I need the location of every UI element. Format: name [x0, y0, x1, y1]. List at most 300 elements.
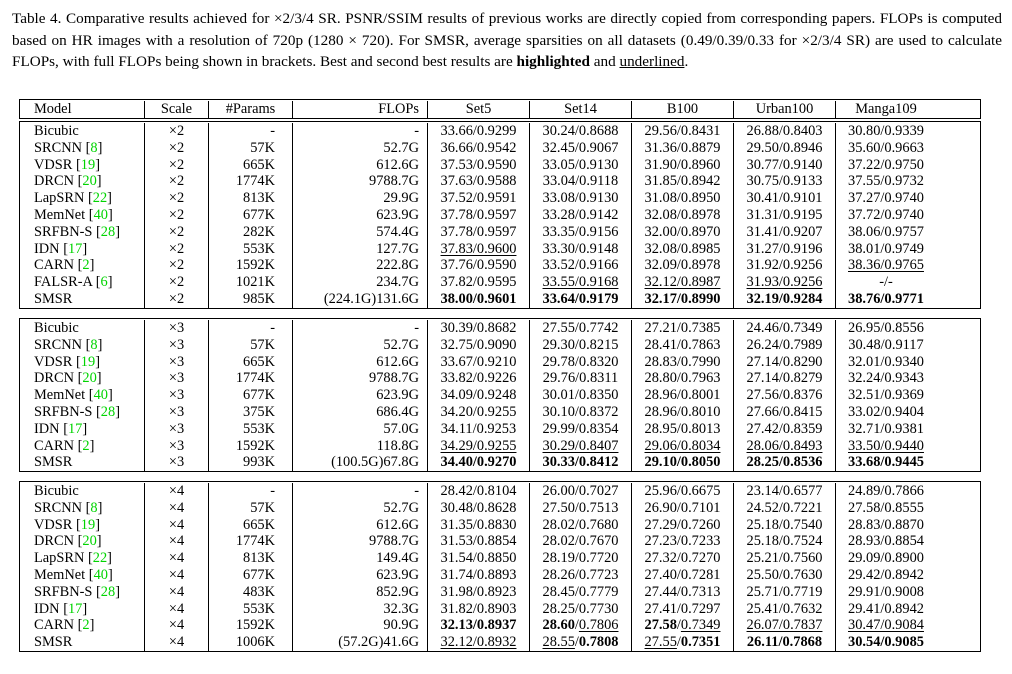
cell-manga109 [835, 140, 936, 157]
cell-model [20, 140, 144, 157]
citation-link[interactable]: 17 [67, 420, 83, 437]
citation-bracket-open: [ [95, 274, 101, 291]
cell-b100 [631, 500, 733, 517]
metric-value: 25.50/0.7630 [746, 566, 823, 583]
metric-value: 31.36/0.8879 [644, 139, 721, 156]
metric-value: 28.25/0.7730 [542, 600, 619, 617]
table-row [20, 438, 980, 455]
citation-bracket-open: [ [85, 139, 91, 156]
cell-model [20, 483, 144, 500]
cell-scale: ×2 [144, 207, 208, 224]
metric-value: 25.18/0.7524 [746, 533, 823, 550]
citation-link[interactable]: 2 [82, 437, 90, 454]
cell-b100 [631, 274, 733, 291]
cell-set5 [427, 421, 529, 438]
metric-value: 30.24/0.8688 [542, 123, 619, 139]
model-name: DRCN [34, 173, 78, 190]
table-row [20, 173, 980, 190]
cell-b100 [631, 567, 733, 584]
header-set14: Set14 [529, 101, 631, 118]
cell-set5 [427, 550, 529, 567]
cell-flops: 623.9G [292, 207, 427, 224]
metric-value: 27.66/0.8415 [746, 403, 823, 420]
cell-params: 282K [208, 224, 292, 241]
citation-bracket-open: [ [63, 240, 68, 257]
cell-scale: ×2 [144, 140, 208, 157]
metric-value: 34.29/0.9255 [440, 437, 517, 454]
cell-b100 [631, 421, 733, 438]
cell-flops: - [292, 123, 427, 140]
table-row [20, 207, 980, 224]
metric-value: 29.50/0.8946 [746, 139, 823, 156]
table-row [20, 337, 980, 354]
citation-link[interactable]: 19 [80, 516, 96, 533]
metric-value: 30.47/0.9084 [848, 617, 924, 634]
metric-value: 28.83/0.8870 [848, 516, 924, 533]
ssim-value: 0.7351 [680, 634, 721, 651]
model-name: VDSR [34, 516, 76, 533]
citation-bracket-close: ] [115, 403, 120, 420]
cell-b100 [631, 370, 733, 387]
cell-manga109 [835, 404, 936, 421]
cell-set5 [427, 291, 529, 308]
cell-set14 [529, 274, 631, 291]
metric-value: 33.05/0.9130 [542, 156, 619, 173]
cell-scale: ×4 [144, 584, 208, 601]
citation-link[interactable]: 8 [90, 139, 98, 156]
cell-set14 [529, 517, 631, 534]
metric-value: 32.00/0.8970 [644, 223, 721, 240]
cell-scale: ×3 [144, 438, 208, 455]
cell-set5 [427, 483, 529, 500]
cell-flops: 57.0G [292, 421, 427, 438]
metric-value: 34.20/0.9255 [440, 403, 517, 420]
cell-flops: 9788.7G [292, 533, 427, 550]
table-row [20, 320, 980, 337]
table-row [20, 274, 980, 291]
header-model: Model [34, 101, 72, 117]
citation-link[interactable]: 19 [80, 353, 96, 370]
cell-manga109 [835, 207, 936, 224]
metric-value: 28.95/0.8013 [644, 420, 721, 437]
metric-value: 29.10/0.8050 [644, 454, 721, 471]
citation-link[interactable]: 28 [100, 223, 116, 240]
metric-value: 27.55/0.7742 [542, 320, 619, 336]
model-name: DRCN [34, 533, 78, 550]
psnr-value: 28.55 [542, 634, 575, 651]
cell-set14 [529, 370, 631, 387]
citation-bracket-open: [ [63, 600, 68, 617]
cell-manga109 [835, 438, 936, 455]
metric-value: 25.71/0.7719 [746, 583, 823, 600]
cell-b100 [631, 601, 733, 618]
citation-link[interactable]: 40 [93, 387, 108, 404]
citation-link[interactable]: 2 [82, 617, 90, 634]
cell-set14 [529, 123, 631, 140]
cell-set5 [427, 123, 529, 140]
table-caption [12, 8, 1002, 73]
model-name: FALSR-A [34, 274, 96, 291]
citation-bracket-close: ] [107, 387, 113, 404]
citation-link[interactable]: 17 [67, 240, 83, 257]
citation-link[interactable]: 28 [100, 403, 116, 420]
metric-value: 29.09/0.8900 [848, 550, 924, 567]
metric-value: 37.53/0.9590 [440, 156, 517, 173]
cell-set14 [529, 617, 631, 634]
metric-value: 33.52/0.9166 [542, 257, 619, 274]
model-name: SRCNN [34, 336, 86, 353]
metric-value: 32.08/0.8978 [644, 206, 721, 223]
metric-value: 37.83/0.9600 [440, 240, 517, 257]
cell-params: 993K [208, 454, 292, 471]
metric-value: 31.85/0.8942 [644, 173, 721, 190]
cell-set14 [529, 404, 631, 421]
cell-manga109 [835, 370, 936, 387]
metric-value: 28.83/0.7990 [644, 353, 721, 370]
citation-bracket-close: ] [107, 550, 112, 567]
metric-value: 30.77/0.9140 [746, 156, 823, 173]
cell-set5 [427, 601, 529, 618]
metric-value: 32.71/0.9381 [848, 420, 924, 437]
citation-link[interactable]: 20 [82, 533, 97, 550]
metric-value: 27.41/0.7297 [644, 600, 721, 617]
cell-scale: ×2 [144, 241, 208, 258]
metric-value: 31.54/0.8850 [440, 550, 517, 567]
metric-value: 30.48/0.8628 [440, 499, 517, 516]
header-set5: Set5 [427, 101, 529, 118]
cell-manga109 [835, 257, 936, 274]
citation-bracket-close: ] [96, 173, 102, 190]
citation-bracket-close: ] [97, 336, 103, 353]
metric-value: 30.10/0.8372 [542, 403, 619, 420]
cell-b100 [631, 224, 733, 241]
citation-bracket-close: ] [97, 139, 103, 156]
cell-flops: 222.8G [292, 257, 427, 274]
cell-set5 [427, 370, 529, 387]
metric-value: 37.78/0.9597 [440, 206, 517, 223]
metric-value: 32.01/0.9340 [848, 353, 924, 370]
table-row [20, 584, 980, 601]
citation-link[interactable]: 8 [90, 336, 98, 353]
citation-link[interactable]: 20 [82, 370, 97, 387]
cell-b100 [631, 241, 733, 258]
citation-link[interactable]: 28 [100, 583, 116, 600]
cell-b100 [631, 320, 733, 337]
metric-value: 32.08/0.8985 [644, 240, 721, 257]
metric-value: 29.41/0.8942 [848, 600, 924, 617]
citation-bracket-open: [ [88, 387, 94, 404]
cell-flops: - [292, 320, 427, 337]
cell-urban100 [733, 454, 835, 471]
cell-scale: ×2 [144, 123, 208, 140]
metric-value: 38.00/0.9601 [440, 290, 517, 307]
cell-scale: ×4 [144, 500, 208, 517]
metric-value: 28.96/0.8010 [644, 403, 721, 420]
cell-urban100 [733, 550, 835, 567]
cell-set14 [529, 533, 631, 550]
citation-bracket-open: [ [76, 353, 81, 370]
cell-b100 [631, 291, 733, 308]
citation-link[interactable]: 6 [100, 274, 108, 291]
metric-value: 25.21/0.7560 [746, 550, 823, 567]
cell-params: 57K [208, 500, 292, 517]
cell-set14 [529, 140, 631, 157]
citation-link[interactable]: 2 [82, 257, 90, 274]
cell-urban100 [733, 483, 835, 500]
cell-scale: ×3 [144, 404, 208, 421]
cell-scale: ×3 [144, 421, 208, 438]
citation-link[interactable]: 19 [80, 156, 96, 173]
cell-urban100 [733, 387, 835, 404]
cell-set14 [529, 438, 631, 455]
metric-value: 31.82/0.8903 [440, 600, 517, 617]
cell-set14 [529, 337, 631, 354]
cell-params: 1006K [208, 634, 292, 651]
metric-value: 29.56/0.8431 [644, 123, 721, 139]
cell-model [20, 387, 144, 404]
metric-value: 33.02/0.9404 [848, 403, 924, 420]
metric-value: 25.18/0.7540 [746, 516, 823, 533]
cell-urban100 [733, 241, 835, 258]
metric-value: 32.51/0.9369 [848, 387, 924, 404]
cell-params: 677K [208, 567, 292, 584]
cell-urban100 [733, 140, 835, 157]
cell-scale: ×4 [144, 601, 208, 618]
metric-value: 32.45/0.9067 [542, 139, 619, 156]
citation-link[interactable]: 8 [90, 499, 98, 516]
cell-urban100 [733, 533, 835, 550]
cell-manga109 [835, 291, 936, 308]
table-row [20, 517, 980, 534]
citation-link[interactable]: 40 [93, 566, 108, 583]
cell-urban100 [733, 224, 835, 241]
metric-value: 26.11/0.7868 [746, 634, 823, 651]
cell-manga109 [835, 274, 936, 291]
citation-link[interactable]: 22 [92, 550, 108, 567]
cell-set14 [529, 157, 631, 174]
citation-link[interactable]: 17 [67, 600, 83, 617]
cell-b100 [631, 140, 733, 157]
metric-value: 23.14/0.6577 [746, 483, 823, 499]
metric-value: 26.95/0.8556 [848, 320, 924, 336]
cell-flops: 127.7G [292, 241, 427, 258]
cell-params: 553K [208, 601, 292, 618]
citation-bracket-close: ] [96, 370, 102, 387]
cell-urban100 [733, 257, 835, 274]
metric-value: 31.53/0.8854 [440, 533, 517, 550]
cell-manga109 [835, 584, 936, 601]
metric-value: 27.40/0.7281 [644, 566, 721, 583]
cell-params: 1592K [208, 257, 292, 274]
cell-params: 665K [208, 157, 292, 174]
cell-set5 [427, 140, 529, 157]
citation-bracket-open: [ [87, 190, 93, 207]
model-name: IDN [34, 420, 64, 437]
cell-urban100 [733, 584, 835, 601]
metric-value: 26.90/0.7101 [644, 499, 721, 516]
cell-urban100 [733, 617, 835, 634]
cell-set5 [427, 567, 529, 584]
cell-manga109 [835, 387, 936, 404]
metric-value: 33.64/0.9179 [542, 290, 619, 307]
caption-end: . [684, 53, 689, 71]
cell-manga109 [835, 454, 936, 471]
metric-value: 37.52/0.9591 [440, 190, 517, 207]
citation-bracket-open: [ [77, 533, 83, 550]
table-row [20, 387, 980, 404]
caption-highlighted: highlighted [516, 53, 590, 71]
table-row [20, 601, 980, 618]
cell-manga109 [835, 241, 936, 258]
model-name: LapSRN [34, 550, 88, 567]
cell-urban100 [733, 320, 835, 337]
metric-value: 27.29/0.7260 [644, 516, 721, 533]
cell-params: 985K [208, 291, 292, 308]
model-name: SMSR [34, 634, 73, 651]
metric-value: 37.55/0.9732 [848, 173, 924, 190]
citation-bracket-close: ] [95, 156, 100, 173]
model-name: CARN [34, 257, 78, 274]
metric-value: 32.17/0.8990 [644, 290, 721, 307]
model-name: CARN [34, 617, 78, 634]
model-name: CARN [34, 437, 78, 454]
cell-urban100 [733, 500, 835, 517]
metric-value: 29.78/0.8320 [542, 353, 619, 370]
table-row [20, 123, 980, 140]
cell-set14 [529, 421, 631, 438]
cell-params: 813K [208, 550, 292, 567]
citation-link[interactable]: 22 [92, 190, 108, 207]
model-name: MemNet [34, 387, 89, 404]
cell-flops: 149.4G [292, 550, 427, 567]
cell-urban100 [733, 404, 835, 421]
metric-value: 33.30/0.9148 [542, 240, 619, 257]
citation-bracket-close: ] [107, 206, 113, 223]
caption-and: and [589, 53, 620, 71]
cell-manga109 [835, 533, 936, 550]
cell-set14 [529, 190, 631, 207]
metric-value: 32.75/0.9090 [440, 336, 517, 353]
cell-set14 [529, 483, 631, 500]
cell-scale: ×4 [144, 550, 208, 567]
cell-set14 [529, 634, 631, 651]
cell-b100 [631, 257, 733, 274]
citation-bracket-open: [ [76, 516, 81, 533]
metric-value: 27.56/0.8376 [746, 387, 823, 404]
metric-value: 29.91/0.9008 [848, 583, 924, 600]
table-row [20, 500, 980, 517]
cell-scale: ×3 [144, 354, 208, 371]
cell-model [20, 241, 144, 258]
table-row [20, 483, 980, 500]
metric-value: 26.88/0.8403 [746, 123, 823, 139]
separator: / [574, 617, 579, 634]
metric-value: 24.46/0.7349 [746, 320, 823, 336]
cell-set14 [529, 454, 631, 471]
header-params: #Params [208, 101, 292, 118]
cell-scale: ×4 [144, 483, 208, 500]
metric-value: 37.22/0.9750 [848, 156, 924, 173]
header-scale: Scale [144, 101, 208, 118]
cell-set5 [427, 387, 529, 404]
cell-params: 677K [208, 387, 292, 404]
cell-scale: ×2 [144, 157, 208, 174]
metric-value: 30.41/0.9101 [746, 190, 823, 207]
cell-b100 [631, 584, 733, 601]
metric-value: 33.50/0.9440 [848, 437, 924, 454]
separator: / [574, 634, 579, 651]
cell-manga109 [835, 550, 936, 567]
cell-urban100 [733, 190, 835, 207]
citation-bracket-close: ] [97, 499, 103, 516]
header-flops: FLOPs [292, 101, 427, 118]
metric-value: 30.33/0.8412 [542, 454, 619, 471]
citation-link[interactable]: 20 [82, 173, 97, 190]
model-name: MemNet [34, 566, 89, 583]
cell-flops: (57.2G)41.6G [292, 634, 427, 651]
cell-scale: ×2 [144, 173, 208, 190]
cell-model [20, 257, 144, 274]
cell-manga109 [835, 617, 936, 634]
citation-bracket-open: [ [77, 257, 83, 274]
citation-link[interactable]: 40 [93, 206, 108, 223]
citation-bracket-open: [ [85, 499, 91, 516]
metric-value: 31.90/0.8960 [644, 156, 721, 173]
table-row [20, 354, 980, 371]
metric-value: 38.36/0.9765 [848, 257, 924, 274]
cell-model [20, 634, 144, 651]
header-manga109: Manga109 [835, 101, 936, 118]
cell-flops: 852.9G [292, 584, 427, 601]
cell-urban100 [733, 421, 835, 438]
cell-manga109 [835, 224, 936, 241]
cell-model [20, 500, 144, 517]
cell-params: 1592K [208, 617, 292, 634]
model-name: MemNet [34, 206, 89, 223]
metric-value: 33.35/0.9156 [542, 223, 619, 240]
citation-bracket-open: [ [77, 617, 83, 634]
citation-bracket-open: [ [77, 370, 83, 387]
caption-text: Table 4. Comparative results achieved for ×2/3/4 SR. PSNR/SSIM results of previous works are directly copied from corresponding papers. FLOPs is computed based on HR images with a resolution of 720p (1280 × 720). For SMSR, average sparsities on all datasets (0.49/0.39/0.33 for ×2/3/4 SR) are used to calculate FLOPs, with full FLOPs being shown in brackets. Best and second best results are [12, 10, 1002, 71]
cell-set14 [529, 584, 631, 601]
cell-urban100 [733, 291, 835, 308]
metric-value: 35.60/0.9663 [848, 139, 924, 156]
cell-model [20, 421, 144, 438]
model-name: Bicubic [34, 320, 79, 336]
cell-flops: 32.3G [292, 601, 427, 618]
cell-flops: (224.1G)131.6G [292, 291, 427, 308]
cell-set5 [427, 337, 529, 354]
cell-set14 [529, 207, 631, 224]
metric-value: 31.92/0.9256 [746, 257, 823, 274]
cell-flops: 52.7G [292, 140, 427, 157]
cell-manga109 [835, 173, 936, 190]
cell-manga109 [835, 320, 936, 337]
cell-model [20, 337, 144, 354]
metric-value: 28.26/0.7723 [542, 566, 619, 583]
table-row [20, 370, 980, 387]
cell-flops: 90.9G [292, 617, 427, 634]
cell-b100 [631, 157, 733, 174]
cell-scale: ×3 [144, 320, 208, 337]
metric-value: 27.14/0.8290 [746, 353, 823, 370]
metric-value: 33.67/0.9210 [440, 353, 517, 370]
metric-value: 28.42/0.8104 [440, 483, 517, 499]
cell-urban100 [733, 157, 835, 174]
cell-model [20, 224, 144, 241]
metric-value: 31.31/0.9195 [746, 206, 823, 223]
cell-model [20, 550, 144, 567]
